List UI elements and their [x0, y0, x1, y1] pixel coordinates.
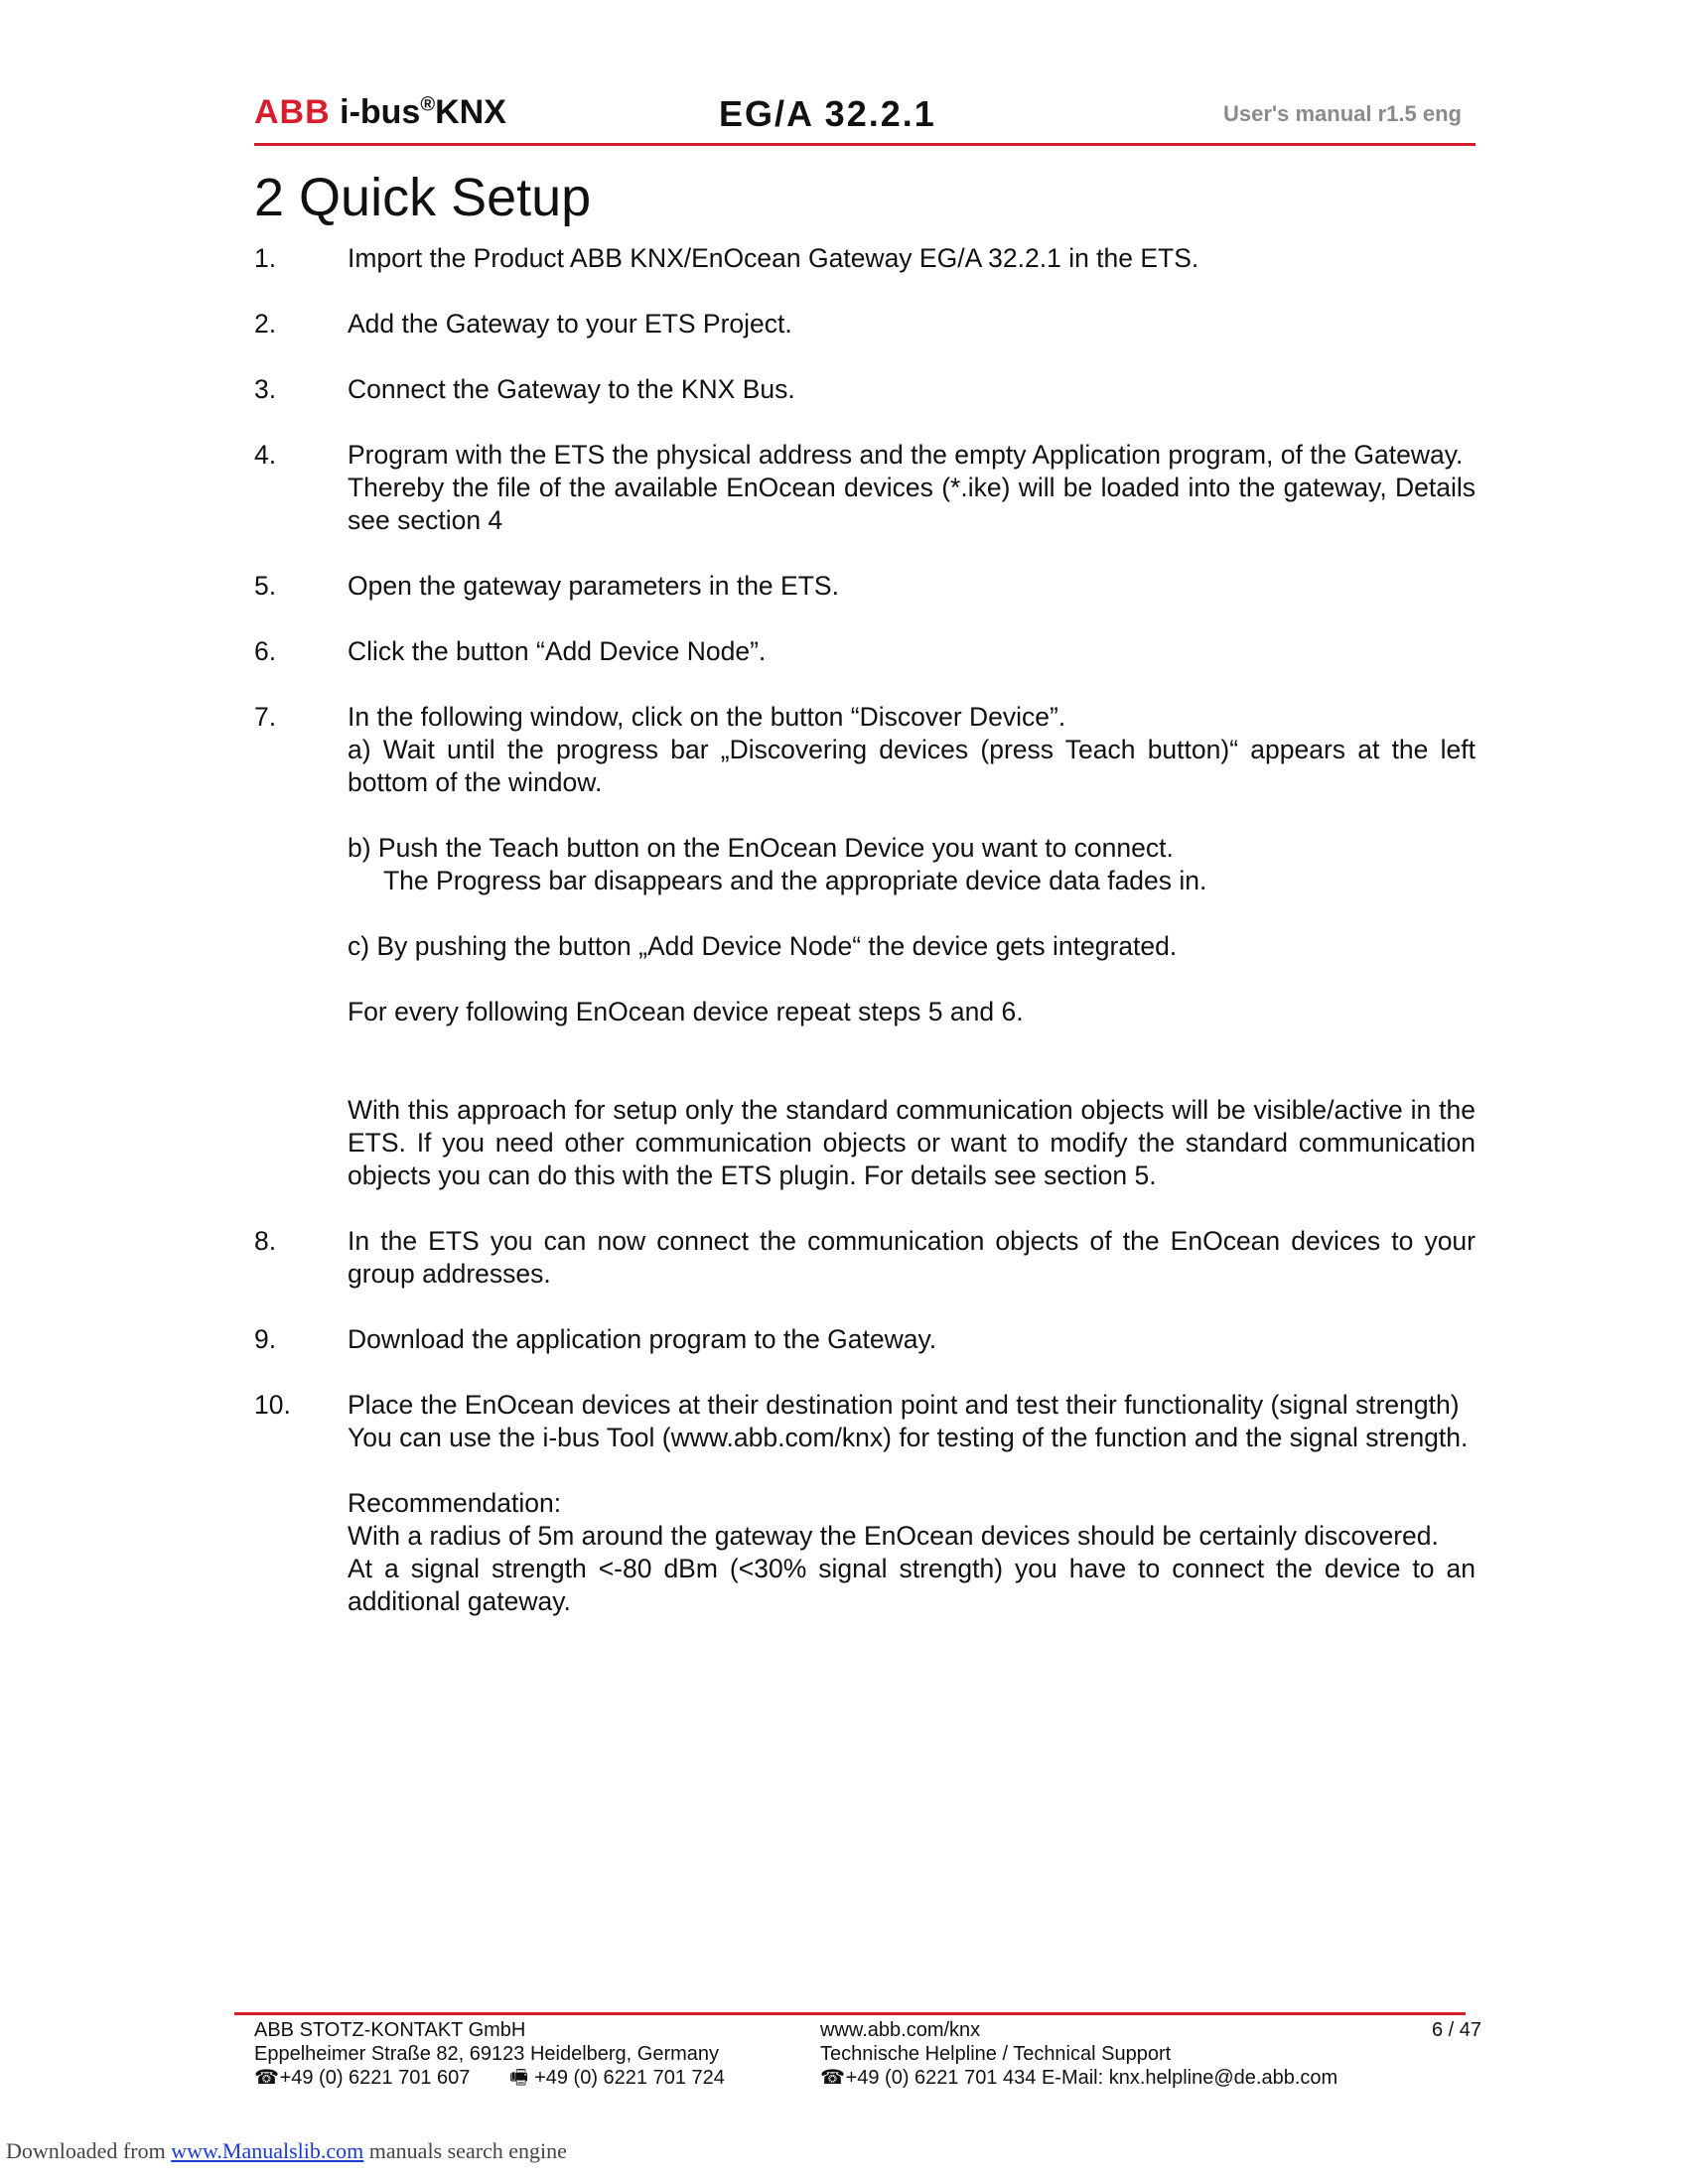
- brand-product: i-bus: [330, 93, 421, 131]
- manualslib-link[interactable]: www.Manualslib.com: [171, 2138, 364, 2163]
- manual-version: User's manual r1.5 eng: [1222, 101, 1462, 126]
- step-10: [254, 1389, 1476, 1618]
- repeat-note: For every following EnOcean device repeat steps 5 and 6.: [348, 997, 1024, 1026]
- step-9: [254, 1323, 1476, 1356]
- step-number: 4.: [254, 440, 277, 470]
- step-7: [254, 701, 1476, 1192]
- step-number: 1.: [254, 243, 277, 273]
- fax-icon: 🖷: [509, 2067, 528, 2089]
- substep-b-detail: The Progress bar disappears and the appropriate device data fades in.: [383, 866, 1207, 895]
- company-address: Eppelheimer Straße 82, 69123 Heidelberg, Germany: [254, 2043, 720, 2065]
- step-detail: Thereby the file of the available EnOcean devices (*.ike) will be loaded into the gateway, Details see section 4: [348, 473, 1476, 535]
- step-number: 5.: [254, 571, 277, 601]
- step-text: Open the gateway parameters in the ETS.: [348, 571, 839, 601]
- setup-note: With this approach for setup only the standard communication objects will be visible/active in the ETS. If you need other communication objects or want to modify the standard communication objects you can do this with the ETS plugin. For details see section 5.: [348, 1095, 1476, 1190]
- step-3: [254, 373, 1476, 406]
- step-text: Import the Product ABB KNX/EnOcean Gateway EG/A 32.2.1 in the ETS.: [348, 243, 1199, 273]
- substep-a: a) Wait until the progress bar „Discovering devices (press Teach button)“ appears at the left bottom of the window.: [348, 735, 1476, 797]
- page-number: 6 / 47: [1431, 2019, 1481, 2041]
- phone-icon: ☎: [820, 2067, 845, 2089]
- step-detail: You can use the i-bus Tool (www.abb.com/knx) for testing of the function and the signal strength.: [348, 1423, 1469, 1452]
- helpline-label: Technische Helpline / Technical Support: [820, 2043, 1172, 2065]
- step-text: In the following window, click on the button “Discover Device”.: [348, 702, 1066, 732]
- recommendation-signal: At a signal strength <-80 dBm (<30% signal strength) you have to connect the device to an additional gateway.: [348, 1554, 1476, 1616]
- step-text: Connect the Gateway to the KNX Bus.: [348, 374, 795, 404]
- section-title: 2 Quick Setup: [254, 168, 592, 227]
- step-number: 6.: [254, 636, 277, 666]
- step-6: [254, 635, 1476, 668]
- substep-c: c) By pushing the button „Add Device Node“ the device gets integrated.: [348, 931, 1178, 961]
- abb-logo: ABB: [254, 93, 331, 131]
- step-number: 7.: [254, 702, 277, 732]
- download-notice: [6, 2138, 567, 2164]
- step-5: [254, 570, 1476, 603]
- step-8: [254, 1225, 1476, 1291]
- brand-suffix: KNX: [435, 93, 506, 131]
- phone-number: +49 (0) 6221 701 607: [279, 2067, 471, 2089]
- step-text: Add the Gateway to your ETS Project.: [348, 309, 792, 339]
- step-number: 2.: [254, 309, 277, 339]
- step-number: 10.: [254, 1390, 291, 1420]
- company-name: ABB STOTZ-KONTAKT GmbH: [254, 2019, 526, 2041]
- fax-number: +49 (0) 6221 701 724: [534, 2067, 725, 2089]
- helpline-contact: +49 (0) 6221 701 434 E-Mail: knx.helpline@de.abb.com: [845, 2067, 1338, 2089]
- step-text: Click the button “Add Device Node”.: [348, 636, 767, 666]
- step-number: 9.: [254, 1324, 277, 1354]
- page-header: [254, 91, 1476, 146]
- step-2: [254, 308, 1476, 341]
- step-number: 3.: [254, 374, 277, 404]
- registered-mark: ®: [420, 93, 436, 116]
- model-number: EG/A 32.2.1: [719, 93, 936, 134]
- footer-divider: [234, 2012, 1466, 2015]
- steps-list: [254, 242, 1476, 1651]
- substep-b: b) Push the Teach button on the EnOcean Device you want to connect.: [348, 833, 1174, 863]
- website: www.abb.com/knx: [820, 2019, 981, 2041]
- download-suffix: manuals search engine: [363, 2138, 567, 2163]
- step-4: [254, 439, 1476, 537]
- step-number: 8.: [254, 1226, 277, 1256]
- download-prefix: Downloaded from: [6, 2138, 172, 2163]
- step-text: In the ETS you can now connect the communication objects of the EnOcean devices to your group addresses.: [348, 1226, 1476, 1289]
- recommendation-title: Recommendation:: [348, 1488, 562, 1518]
- brand-logo: [254, 93, 506, 132]
- step-text: Place the EnOcean devices at their destination point and test their functionality (signal strength): [348, 1390, 1460, 1420]
- phone-icon: ☎: [254, 2067, 279, 2089]
- step-text: Download the application program to the Gateway.: [348, 1324, 937, 1354]
- step-text: Program with the ETS the physical address and the empty Application program, of the Gateway.: [348, 440, 1464, 470]
- recommendation-radius: With a radius of 5m around the gateway the EnOcean devices should be certainly discovered.: [348, 1521, 1439, 1551]
- step-1: [254, 242, 1476, 275]
